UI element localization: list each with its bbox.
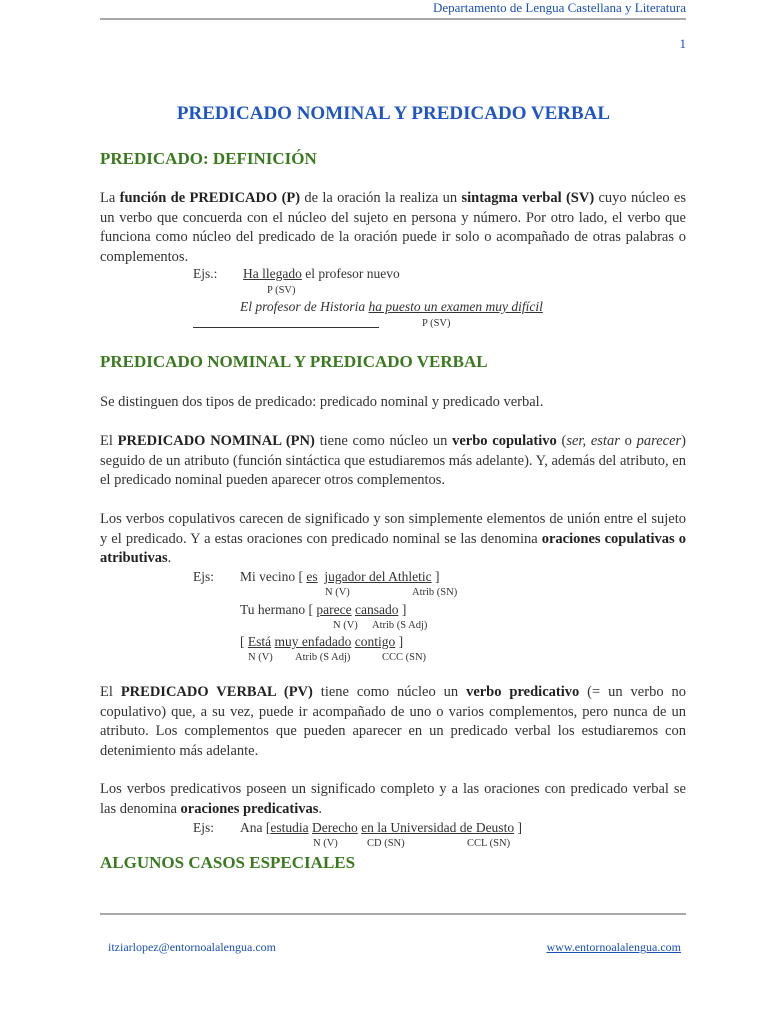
paragraph-predicado-verbal	[100, 683, 686, 761]
example-label: Ejs:	[193, 820, 215, 835]
paragraph-definicion	[100, 189, 686, 267]
text: [	[240, 634, 248, 649]
text: el profesor nuevo	[301, 266, 400, 281]
text: o	[619, 433, 637, 449]
example-sentence-b	[240, 602, 406, 618]
verb-underlined: estudia	[270, 820, 309, 835]
text: (= un verbo no copulativo) que, a su vez, puede ir acompañado de uno o varios complementos, pero nunca de un atributo. Los complementos que pueden aparecer en un predicado verbal los estudiaremos con detenimiento más adelante.	[100, 684, 686, 759]
footer-divider	[100, 913, 686, 915]
text: ]	[395, 634, 404, 649]
text: ]	[514, 820, 522, 835]
text: (	[556, 433, 567, 449]
bold-term: oraciones predicativas	[180, 800, 319, 817]
text: Tu hermano [	[240, 602, 317, 617]
page-number: 1	[679, 36, 686, 51]
example-tag: Atrib (SN)	[412, 587, 458, 598]
example-tag: CD (SN)	[367, 838, 405, 849]
complement-underlined: en la Universidad de Deusto	[361, 820, 515, 835]
example-tag: Atrib (S Adj)	[295, 652, 351, 663]
attribute-underlined: jugador del Athletic	[324, 569, 432, 584]
text: ]	[398, 602, 407, 617]
footer-website-link[interactable]: www.entornoalalengua.com	[546, 940, 681, 954]
text: .	[167, 550, 172, 566]
text: ]	[431, 569, 440, 584]
italic-term: ser, estar	[566, 433, 620, 449]
example-sentence-a	[240, 569, 439, 585]
example-tag: CCC (SN)	[382, 652, 427, 663]
text: La	[100, 190, 120, 206]
predicate-underlined: Ha llegado	[243, 266, 302, 281]
text: Los verbos copulativos carecen de significado y son simplemente elementos de unión entre el sujeto y el predicado. Y a estas oraciones con predicado nominal se las denomina	[100, 511, 686, 547]
text: Ana [	[240, 820, 271, 835]
example-sentence-1	[243, 266, 400, 282]
example-tag: Atrib (S Adj)	[372, 620, 428, 631]
bold-term: PREDICADO NOMINAL (PN)	[117, 433, 315, 449]
italic-term: parecer	[636, 433, 682, 449]
text: de la oración la realiza un	[300, 190, 462, 206]
attribute-underlined: muy enfadado	[274, 634, 352, 649]
example-tag: N (V)	[248, 652, 273, 663]
bold-term: función de PREDICADO (P)	[119, 190, 301, 206]
text: El	[100, 684, 121, 700]
section-heading-definicion: PREDICADO: DEFINICIÓN	[100, 149, 317, 168]
example-label: Ejs:	[193, 569, 215, 584]
bold-term: PREDICADO VERBAL (PV)	[120, 684, 313, 700]
verb-underlined: es	[306, 569, 318, 584]
paragraph-copulativos	[100, 510, 686, 569]
example-tag: CCL (SN)	[467, 838, 511, 849]
example-tag: N (V)	[333, 620, 358, 631]
footer-email-link[interactable]: itziarlopez@entornoalalengua.com	[108, 940, 276, 954]
example-label: Ejs.:	[193, 266, 218, 281]
paragraph-intro: Se distinguen dos tipos de predicado: predicado nominal y predicado verbal.	[100, 394, 544, 410]
verb-underlined: parece	[316, 602, 352, 617]
header-divider	[100, 18, 686, 20]
bold-term: sintagma verbal (SV)	[461, 190, 595, 206]
header-department: Departamento de Lengua Castellana y Literatura	[432, 0, 686, 15]
text: El	[100, 433, 118, 449]
example-tag: P (SV)	[422, 318, 451, 329]
text: tiene como núcleo un	[312, 684, 467, 700]
example-tag: N (V)	[325, 587, 350, 598]
section-heading-casos-especiales: ALGUNOS CASOS ESPECIALES	[100, 853, 356, 872]
example-tag: N (V)	[313, 838, 338, 849]
section-heading-nominal-verbal: PREDICADO NOMINAL Y PREDICADO VERBAL	[100, 352, 488, 371]
text: Mi vecino [	[240, 569, 307, 584]
predicate-underlined: ha puesto un examen muy difícil	[368, 299, 543, 314]
bold-term: verbo copulativo	[452, 433, 557, 449]
example-tag: P (SV)	[267, 285, 296, 296]
text: cuyo núcleo es un verbo que concuerda con el núcleo del sujeto en persona y número. Por otro lado, el verbo que funciona como núcleo del predicado de la oración puede ir solo o acompañado de otras palabras o complementos.	[100, 190, 686, 265]
text: Los verbos predicativos poseen un significado completo y a las oraciones con predicado verbal se las denomina	[100, 781, 686, 817]
complement-underlined: contigo	[354, 634, 396, 649]
example-sentence-2	[240, 299, 543, 315]
subject-underline	[193, 327, 379, 328]
text: El profesor de Historia	[240, 299, 369, 314]
example-sentence-c	[240, 634, 403, 650]
paragraph-predicado-nominal	[100, 432, 686, 491]
paragraph-predicativos	[100, 780, 686, 819]
object-underlined: Derecho	[312, 820, 358, 835]
bold-term: verbo predicativo	[466, 684, 580, 700]
attribute-underlined: cansado	[354, 602, 399, 617]
example-sentence-d	[240, 820, 522, 836]
bold-term: oraciones copulativas o atributivas	[100, 530, 686, 566]
page-title: PREDICADO NOMINAL Y PREDICADO VERBAL	[176, 103, 611, 124]
text: tiene como núcleo un	[314, 433, 453, 449]
text: ) seguido de un atributo (función sintáctica que estudiaremos más adelante). Y, además del atributo, en el predicado nominal pueden aparecer otros complementos.	[100, 433, 686, 488]
text: .	[318, 800, 323, 817]
verb-underlined: Está	[247, 634, 272, 649]
